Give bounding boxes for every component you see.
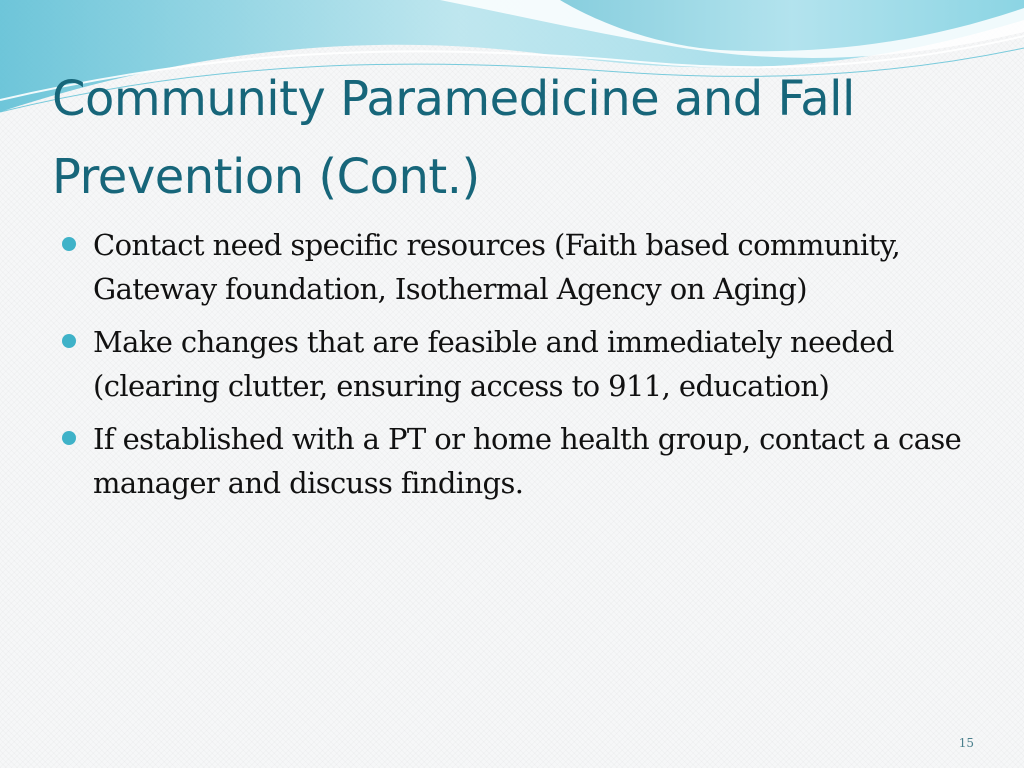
bullet-point-icon — [62, 334, 76, 348]
bullet-text: Contact need specific resources (Faith based community, Gateway foundation, Isothermal Agency on Aging) — [93, 228, 901, 306]
bullet-text: Make changes that are feasible and immediately needed (clearing clutter, ensuring access to 911, education) — [93, 325, 894, 403]
bullet-item — [60, 320, 980, 408]
bullet-list — [60, 223, 980, 514]
bullet-item — [60, 417, 980, 505]
slide-title: Community Paramedicine and Fall Prevention (Cont.) — [52, 71, 855, 205]
bullet-point-icon — [62, 431, 76, 445]
bullet-item — [60, 223, 980, 311]
page-number: 15 — [958, 736, 974, 750]
bullet-point-icon — [62, 237, 76, 251]
bullet-text: If established with a PT or home health group, contact a case manager and discuss findings. — [93, 422, 962, 500]
